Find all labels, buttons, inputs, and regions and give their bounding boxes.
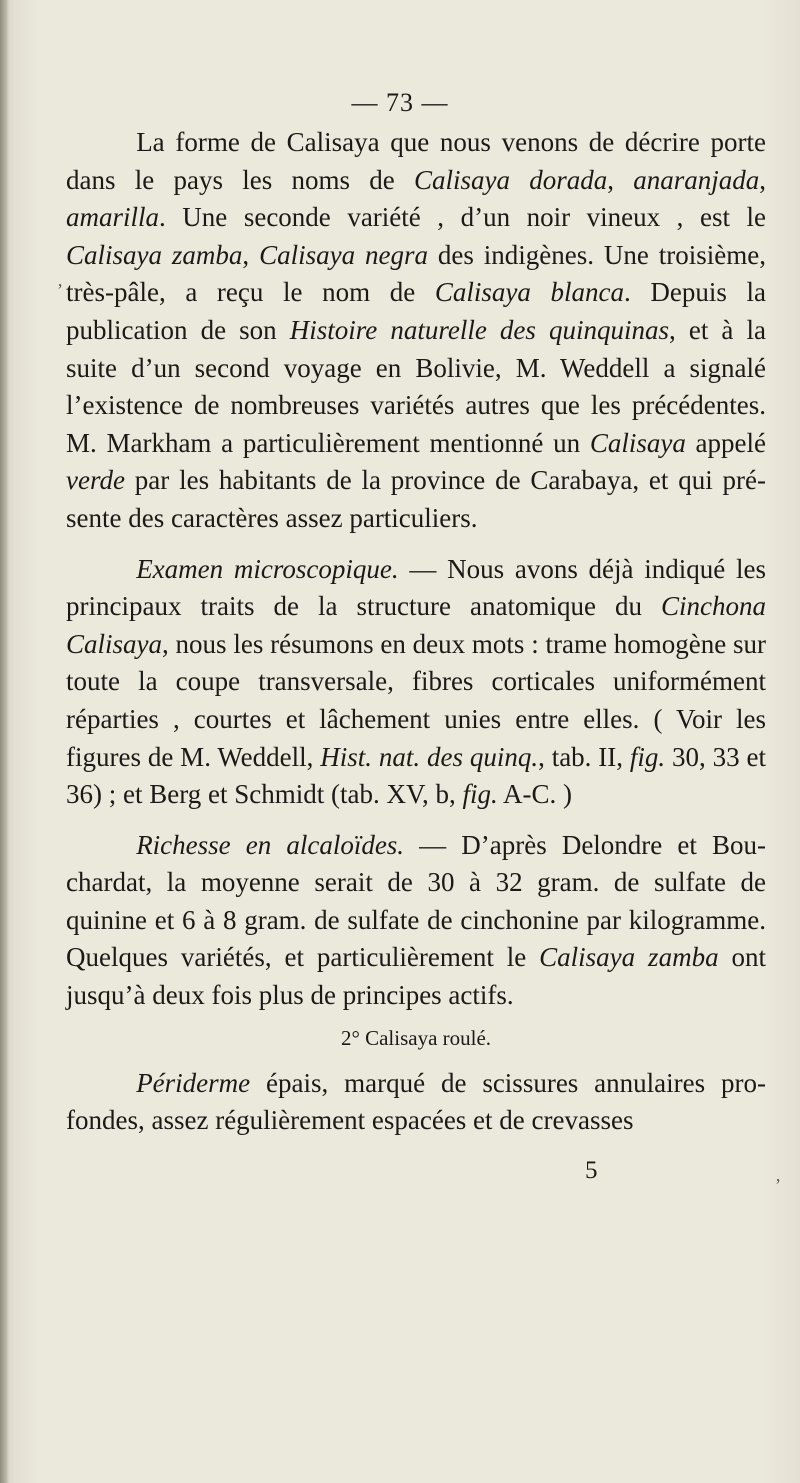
italic-run: Calisaya: [589, 427, 686, 458]
text-run: , et à la suite d’un second voyage en Bolivie, M. Weddell a signalé l’existence de nombreuses variétés autres que les précédentes. M. Markham a particulièrement mentionné un: [66, 314, 766, 458]
signature-mark: 5: [585, 1157, 598, 1184]
italic-run: Calisaya negra: [259, 239, 428, 270]
text-run: , tab. II,: [538, 741, 630, 772]
italic-run: Calisaya zamba: [66, 239, 243, 270]
text-run: ,: [242, 239, 260, 270]
italic-run: Hist. nat. des quinq.: [320, 741, 539, 772]
italic-run: Cinchona Calisaya: [66, 591, 766, 659]
page-gutter: [0, 0, 9, 1483]
italic-run: Périderme: [136, 1067, 251, 1098]
italic-run: fig.: [462, 779, 498, 810]
italic-run: anaranjada: [633, 164, 760, 195]
margin-speck: ʼ: [57, 280, 63, 300]
text-run: . Une seconde variété , d’un noir vineux , est le: [159, 202, 766, 233]
text-run: des indigènes. Une troisième, très-pâle, a reçu le nom de: [66, 239, 767, 308]
italic-run: Examen microscopique.: [136, 553, 399, 584]
text-run: épais, marqué de scissures annulaires profondes, assez régulièrement espacées et de crevasses: [66, 1067, 766, 1136]
text-run: , nous les résumons en deux mots : trame homogène sur toute la coupe transversale, fibres corticales uniformément réparties , courtes et lâchement unies entre elles. ( Voir les figures de M. Weddell,: [66, 628, 766, 772]
text-run: ,: [759, 164, 767, 195]
italic-run: Calisaya dorada: [413, 164, 608, 195]
page-body: [66, 124, 766, 1140]
italic-run: verde: [66, 465, 125, 496]
italic-run: Richesse en alcaloïdes.: [136, 829, 405, 860]
paragraph-periderm: [66, 1065, 766, 1140]
italic-run: fig.: [629, 741, 666, 772]
paragraph-alkaloid-richness: [66, 827, 766, 1015]
italic-run: Histoire naturelle des quinquinas: [289, 314, 670, 345]
paragraph-microscopic-exam: [66, 551, 766, 814]
margin-speck: ʼ: [775, 1175, 781, 1195]
text-run: par les habitants de la province de Carabaya, et qui présente des caractères assez particuliers.: [66, 465, 766, 533]
italic-run: amarilla: [66, 202, 160, 233]
text-run: — Nous avons déjà indiqué les principaux traits de la structure anatomique du: [66, 553, 766, 622]
text-run: ,: [607, 164, 634, 195]
text-run: appelé: [685, 427, 767, 458]
text-run: ont jusqu’à deux fois plus de principes actifs.: [66, 942, 766, 1011]
text-run: — D’après Delondre et Bouchardat, la moyenne serait de 30 à 32 gram. de sulfate de quinine et 6 à 8 gram. de sulfate de cinchonine par kilogramme. Quelques variétés, et particulièrement le: [66, 829, 766, 973]
text-run: 30, 33 et 36) ; et Berg et Schmidt (tab. XV, b,: [66, 741, 766, 810]
text-run: . Depuis la publication de son: [66, 277, 766, 345]
text-run: La forme de Calisaya que nous venons de décrire porte dans le pays les noms de: [66, 127, 766, 195]
text-run: A-C. ): [497, 779, 572, 810]
italic-run: Calisaya blanca: [434, 277, 625, 308]
italic-run: Calisaya zamba: [539, 942, 719, 973]
paragraph-calisaya-varieties: [66, 124, 766, 538]
section-heading: 2° Calisaya roulé.: [340, 1025, 492, 1050]
page-number: — 73 —: [351, 88, 449, 117]
